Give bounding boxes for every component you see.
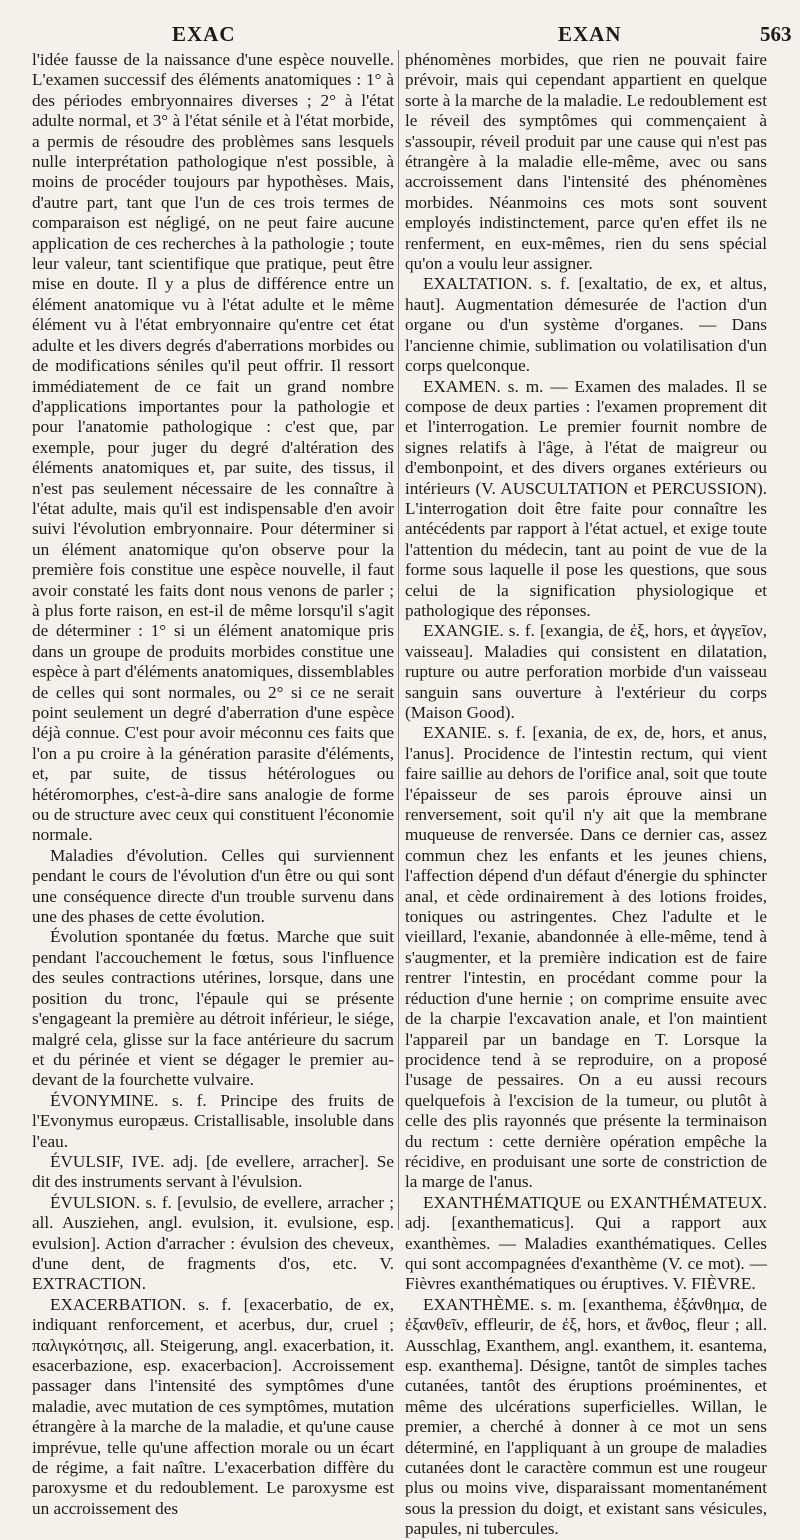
entry-exantheme: EXANTHÈME. s. m. [exanthema, ἐξάνθημα, de ἐξανθεῖν, effleurir, de ἐξ, hors, et ἄνθος, fleur ; all. Ausschlag, Exanthem, angl. exanthem, it. esantema, esp. exanthema]. Désigne, tantôt de simples taches cutanées, tantôt des éruptions proéminentes, et même des ulcérations superficielles. Willan, le premier, a cherché à donner à ce mot un sens déterminé, en l'appliquant à un groupe de maladies cutanées dont le caractère commun est une rougeur plus ou moins vive, disparaissant momentanément sous la pression du doigt, et existant sans vésicules, papules, ni tubercules. [405, 1294, 767, 1539]
paragraph-evolution-spontanee: Évolution spontanée du fœtus. Marche que suit pendant l'accouchement le fœtus, sous l'influence des seules contractions utérines, lorsque, dans une position du tronc, l'épaule qui se présente s'engageant la première au détroit inférieur, le siége, malgré cela, glisse sur la face antérieure du sacrum et du périnée et vient se dégager le premier au-devant de la fourchette vulvaire. [32, 927, 394, 1090]
entry-examen: EXAMEN. s. m. — Examen des malades. Il se compose de deux parties : l'examen proprement dit et l'interrogation. Le premier fournit nombre de signes relatifs à l'âge, à l'état de maigreur ou d'embonpoint, et des divers organes extérieurs ou intérieurs (V. AUSCULTATION et PERCUSSION). L'interrogation doit être faite pour connaître les antécédents par rapport à l'état actuel, et exige toute l'attention du médecin, tant au point de vue de la forme sous laquelle il pose les questions, que sous celui de la signification physiologique et pathologique des réponses. [405, 376, 767, 620]
entry-exanthematique: EXANTHÉMATIQUE ou EXANTHÉMATEUX. adj. [exanthematicus]. Qui a rapport aux exanthèmes. — Maladies exanthématiques. Celles qui sont accompagnées d'exanthème (V. ce mot). — Fièvres exanthématiques ou éruptives. V. FIÈVRE. [405, 1192, 767, 1294]
paragraph-maladies-evolution: Maladies d'évolution. Celles qui surviennent pendant le cours de l'évolution d'un être ou qui sont une conséquence directe d'un trouble survenu dans une des phases de cette évolution. [32, 845, 394, 927]
entry-evonymine: ÉVONYMINE. s. f. Principe des fruits de l'Evonymus europæus. Cristallisable, insoluble dans l'eau. [32, 1090, 394, 1151]
entry-exaltation: EXALTATION. s. f. [exaltatio, de ex, et altus, haut]. Augmentation démesurée de l'action d'un organe ou d'un système d'organes. — Dans l'ancienne chimie, sublimation ou volatilisation d'un corps quelconque. [405, 274, 767, 376]
entry-evulsif: ÉVULSIF, IVE. adj. [de evellere, arracher]. Se dit des instruments servant à l'évulsion. [32, 1151, 394, 1192]
entry-evulsion: ÉVULSION. s. f. [evulsio, de evellere, arracher ; all. Ausziehen, angl. evulsion, it. evulsione, esp. evulsion]. Action d'arracher : évulsion des cheveux, d'une dent, de fragments d'os, etc. V. EXTRACTION. [32, 1192, 394, 1294]
column-divider [398, 50, 399, 1230]
paragraph-exacerbation-cont: phénomènes morbides, que rien ne pouvait faire prévoir, mais qui cependant appartient en quelque sorte à la marche de la maladie. Le redoublement est le réveil des symptômes qui commençaient à s'assoupir, réveil produit par une cause qui n'est pas étrangère à la maladie elle-même, avec ou sans accroissement dans l'intensité des phénomènes morbides. Néanmoins ces mots sont souvent employés indistinctement, parce qu'en effet ils ne renferment, en eux-mêmes, rien du sens spécial qu'on a voulu leur assigner. [405, 50, 767, 274]
running-head-left: EXAC [172, 22, 236, 46]
right-column [405, 50, 767, 1540]
page-header [0, 22, 800, 48]
running-head-right: EXAN [558, 22, 622, 46]
page-number: 563 [760, 22, 792, 46]
entry-exangie: EXANGIE. s. f. [exangia, de ἐξ, hors, et ἀγγεῖον, vaisseau]. Maladies qui consistent en dilatation, rupture ou autre perforation morbide d'un vaisseau sanguin sans ouverture à l'extérieur du corps (Maison Good). [405, 621, 767, 722]
entry-exanie: EXANIE. s. f. [exania, de ex, de, hors, et anus, l'anus]. Procidence de l'intestin rectum, qui vient faire saillie au dehors de l'orifice anal, soit que toute l'épaisseur de ses parois éprouve ainsi un renversement, soit qu'il n'y ait que la membrane muqueuse de renversée. Dans ce dernier cas, assez commun chez les enfants et les jeunes chiens, l'affection dépend d'un défaut d'énergie du sphincter anal, et cède ordinairement à des lotions froides, toniques ou astringentes. Chez l'adulte et le vieillard, l'exanie, abandonnée à elle-même, tend à s'augmenter, et la première indication est de faire rentrer l'intestin, en procédant comme pour la réduction d'une hernie ; on comprime ensuite avec de la charpie l'excavation anale, et l'on maintient l'appareil par un bandage en T. Lorsque la procidence tend à se reproduire, on a proposé l'usage de pessaires. On a eu aussi recours quelquefois à l'excision de la tumeur, ou plutôt à celle des plis rayonnés que présente la terminaison du rectum : cette dernière opération empêche la récidive, en produisant une sorte de constriction de la marge de l'anus. [405, 723, 767, 1192]
paragraph-evolution-cont: l'idée fausse de la naissance d'une espèce nouvelle. L'examen successif des éléments anatomiques : 1° à des périodes embryonnaires diverses ; 2° à l'état adulte normal, et 3° à l'état sénile et à l'état morbide, a permis de résoudre des problèmes sans lesquels nulle interprétation pathologique n'est possible, à moins de procéder toujours par hypothèses. Mais, d'autre part, tant que l'un de ces trois termes de comparaison est négligé, on ne peut faire aucune application de ces recherches à la pathologie ; toute leur valeur, tant scientifique que pratique, peut être mise en doute. Il y a plus de différence entre un élément anatomique vu à l'état adulte et le même élément vu à l'état embryonnaire qu'entre cet état adulte et les divers degrés d'aberrations morbides ou de modifications séniles qu'il peut offrir. Il ressort immédiatement de ce fait un grand nombre d'applications importantes pour la pathologie et pour l'anatomie pathologique : c'est que, par exemple, pour juger du degré d'altération des éléments anatomiques et, par suite, des tissus, il n'est pas seulement nécessaire de les connaître à l'état adulte, mais qu'il est indispensable d'en avoir suivi l'évolution embryonnaire. Pour déterminer si un élément anatomique qu'on observe pour la première fois constitue une espèce nouvelle, il faut avoir constaté les faits dont nous venons de parler ; à plus forte raison, en est-il de même lorsqu'il s'agit de déterminer : 1° si un élément anatomique pris dans un groupe de produits morbides constitue une espèce à part d'éléments anatomiques, dissemblables de celles qui sont normales, ou 2° si ce ne serait point seulement un degré d'aberration d'une espèce déjà connue. C'est pour avoir méconnu ces faits que l'on a pu croire à la génération parasite d'éléments, et, par suite, de tissus hétérologues ou hétéromorphes, c'est-à-dire sans analogie de forme ou de structure avec ceux qui constituent l'économie normale. [32, 50, 395, 845]
entry-exacerbation: EXACERBATION. s. f. [exacerbatio, de ex, indiquant renforcement, et acerbus, dur, cruel ; παλιγκότησις, all. Steigerung, angl. exacerbation, it. esacerbazione, esp. exacerbacion]. Accroissement passager dans l'intensité des symptômes d'une maladie, avec mutation de ces symptômes, mutation étrangère à la marche de la maladie, et qu'une cause imprévue, telle qu'une affection morale ou un écart de régime, a fait naître. L'exacerbation diffère du paroxysme et du redoublement. Le paroxysme est un accroissement des [32, 1294, 394, 1518]
left-column [32, 50, 394, 1519]
